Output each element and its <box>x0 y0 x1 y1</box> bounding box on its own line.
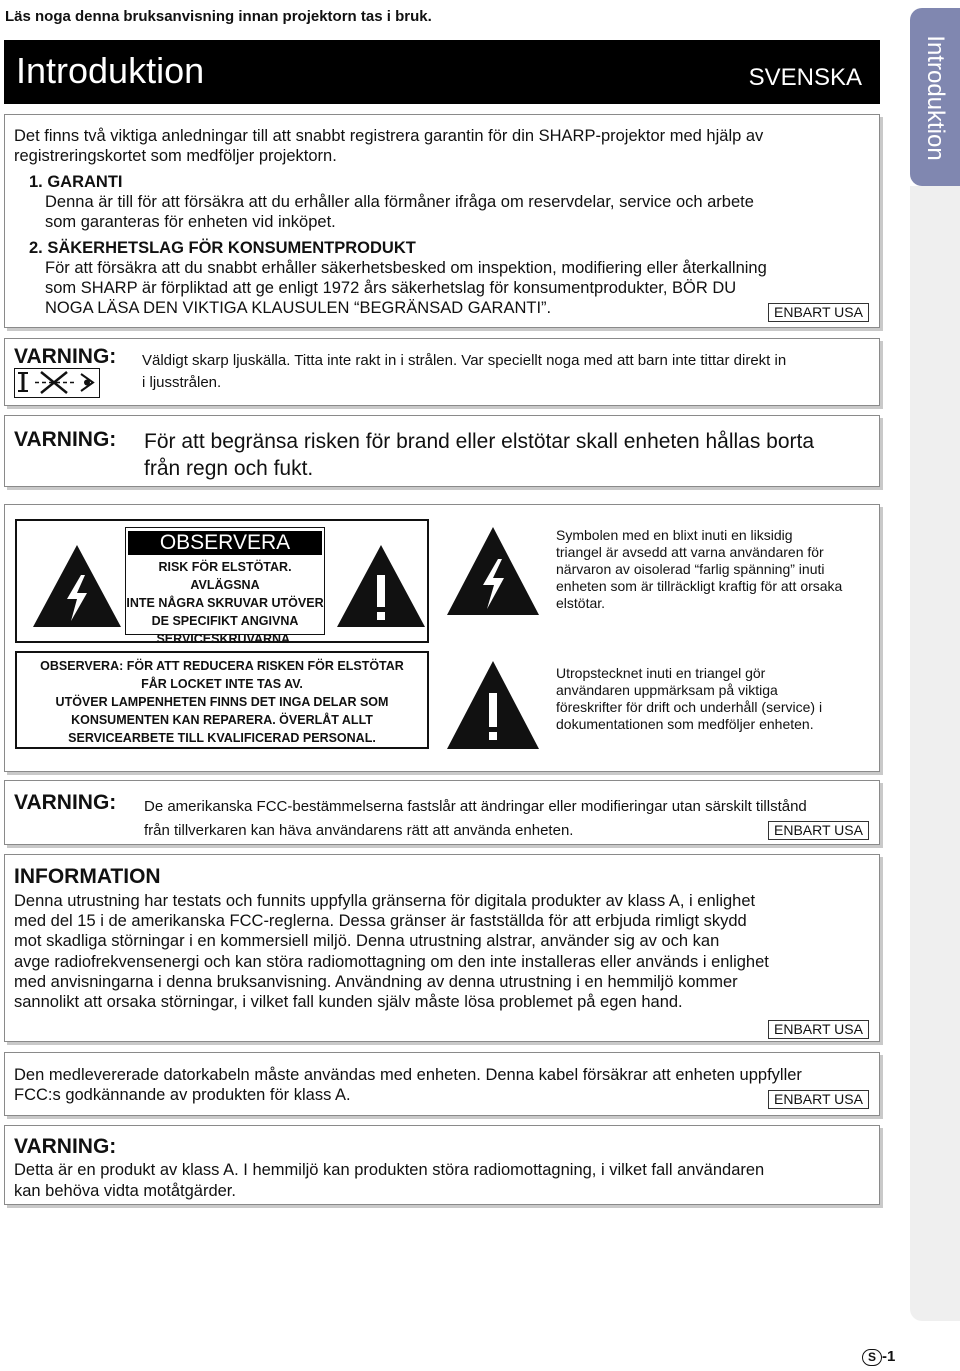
usa-only-badge: ENBART USA <box>768 821 869 840</box>
lightning-triangle-icon <box>445 523 541 619</box>
warning-fire-text: För att begränsa risken för brand eller elstötar skall enheten hållas borta från regn och fukt. <box>144 430 815 480</box>
cable-text: Den medlevererade datorkabeln måste användas med enheten. Denna kabel försäkrar att enheten uppfyller FCC:s godkännande av produkten för klass A. <box>14 1066 802 1104</box>
information-box <box>4 854 880 1042</box>
warning-label: VARNING: <box>14 1135 117 1158</box>
observera-cover-notice: OBSERVERA: FÖR ATT REDUCERA RISKEN FÖR ELSTÖTAR FÅR LOCKET INTE TAS AV. UTÖVER LAMPENHETEN FINNS DET INGA DELAR SOM KONSUMENTEN KAN REPARERA. ÖVERLÅT ALLT SERVICEARBETE TILL KVALIFICERAD PERSONAL. <box>15 651 429 749</box>
warranty-box <box>4 114 880 328</box>
page-number <box>862 1348 895 1366</box>
page-title: Introduktion <box>16 50 205 91</box>
section-tab-label: Introduktion <box>922 35 949 161</box>
warning-fcc-box <box>4 780 880 845</box>
side-strip <box>910 186 960 1321</box>
warning-class-a-text: Detta är en produkt av klass A. I hemmiljö kan produkten störa radiomottagning, i vilket fall användaren kan behöva vidta motåtgärder. <box>14 1161 765 1200</box>
section-tab[interactable] <box>910 8 960 186</box>
item-garanti-title: 1. GARANTI <box>29 173 123 191</box>
exclamation-triangle-icon <box>445 657 541 753</box>
warning-label: VARNING: <box>14 428 117 451</box>
page-letter: S <box>862 1349 882 1366</box>
observera-lines: RISK FÖR ELSTÖTAR. AVLÄGSNA INTE NÅGRA SKRUVAR UTÖVER DE SPECIFIKT ANGIVNA SERVICESKRUVARNA. <box>126 560 324 646</box>
usa-only-badge: ENBART USA <box>768 303 869 322</box>
top-note: Läs noga denna bruksanvisning innan projektorn tas i bruk. <box>5 8 432 25</box>
language-label: SVENSKA <box>748 64 862 91</box>
warning-light-box <box>4 338 880 406</box>
item-sakerhetslag-title: 2. SÄKERHETSLAG FÖR KONSUMENTPRODUKT <box>29 239 416 257</box>
observera-title: OBSERVERA <box>128 531 322 555</box>
usa-only-badge: ENBART USA <box>768 1020 869 1039</box>
observera-panel <box>125 527 325 646</box>
item-garanti: 1. GARANTI Denna är till för att försäkra att du erhåller alla förmåner ifråga om reservdelar, service och arbete som garanteras för enheten vid inköpet. <box>29 173 754 231</box>
intro-lead: Det finns två viktiga anledningar till att snabbt registrera garantin för din SHARP-projektor med hjälp av registreringskortet som medföljer projektorn. <box>14 127 764 165</box>
lightning-symbol-text: Symbolen med en blixt inuti en liksidig triangel är avsedd att varna användaren för närvaron av oisolerad “farlig spänning” inuti enheten som är tillräckligt kraftig för att orsaka elstötar. <box>556 527 843 611</box>
exclamation-triangle-icon <box>333 541 429 631</box>
item-sakerhetslag: 2. SÄKERHETSLAG FÖR KONSUMENTPRODUKT För att försäkra att du snabbt erhåller säkerhetsbesked om inspektion, modifiering eller återkallning som SHARP är förpliktad att ge enligt 1972 års säkerhetslag för konsumentprodukter, BÖR DU NOGA LÄSA DEN VIKTIGA KLAUSULEN “BEGRÄNSAD GARANTI”. <box>29 239 767 317</box>
do-not-look-icon <box>14 368 100 398</box>
usa-only-badge: ENBART USA <box>768 1090 869 1109</box>
warning-fcc-text: De amerikanska FCC-bestämmelserna fastslår att ändringar eller modifieringar utan särskilt tillstånd från tillverkaren kan häva användarens rätt att använda enheten. <box>144 798 807 839</box>
page-suffix: -1 <box>882 1348 896 1365</box>
warning-class-a-box <box>4 1125 880 1205</box>
information-text: Denna utrustning har testats och funnits uppfylla gränserna för digitala produkter av klass A, i enlighet med del 15 i de amerikanska FCC-reglerna. Dessa gränser är fastställda för att erbjuda rimligt skydd mot skadliga störningar i en kommersiell miljö. Denna utrustning alstrar, använder sig av och kan avge radiofrekvensenergi och kan störa radiomottagning om den inte installeras eller används i enlighet med anvisningarna i denna bruksanvisning. Användning av denna utrustning i en hemmiljö kommer sannolikt att orsaka störningar, i vilket fall kunden själv måste lösa problemet på egen hand. <box>14 892 769 1012</box>
cable-box <box>4 1052 880 1116</box>
warning-fire-box <box>4 415 880 487</box>
information-title: INFORMATION <box>14 865 161 888</box>
observera-frame <box>4 504 880 772</box>
observera-label <box>15 519 429 646</box>
warning-label: VARNING: <box>14 791 117 814</box>
lightning-triangle-icon <box>29 541 125 631</box>
warning-label: VARNING: <box>14 345 117 368</box>
page-header <box>4 40 880 104</box>
warning-light-text: Väldigt skarp ljuskälla. Titta inte rakt in i strålen. Var speciellt noga med att barn inte tittar direkt in i ljusstrålen. <box>142 352 787 391</box>
exclamation-symbol-text: Utropstecknet inuti en triangel gör användaren uppmärksam på viktiga föreskrifter för drift och underhåll (service) i dokumentationen som medföljer enheten. <box>556 665 823 732</box>
